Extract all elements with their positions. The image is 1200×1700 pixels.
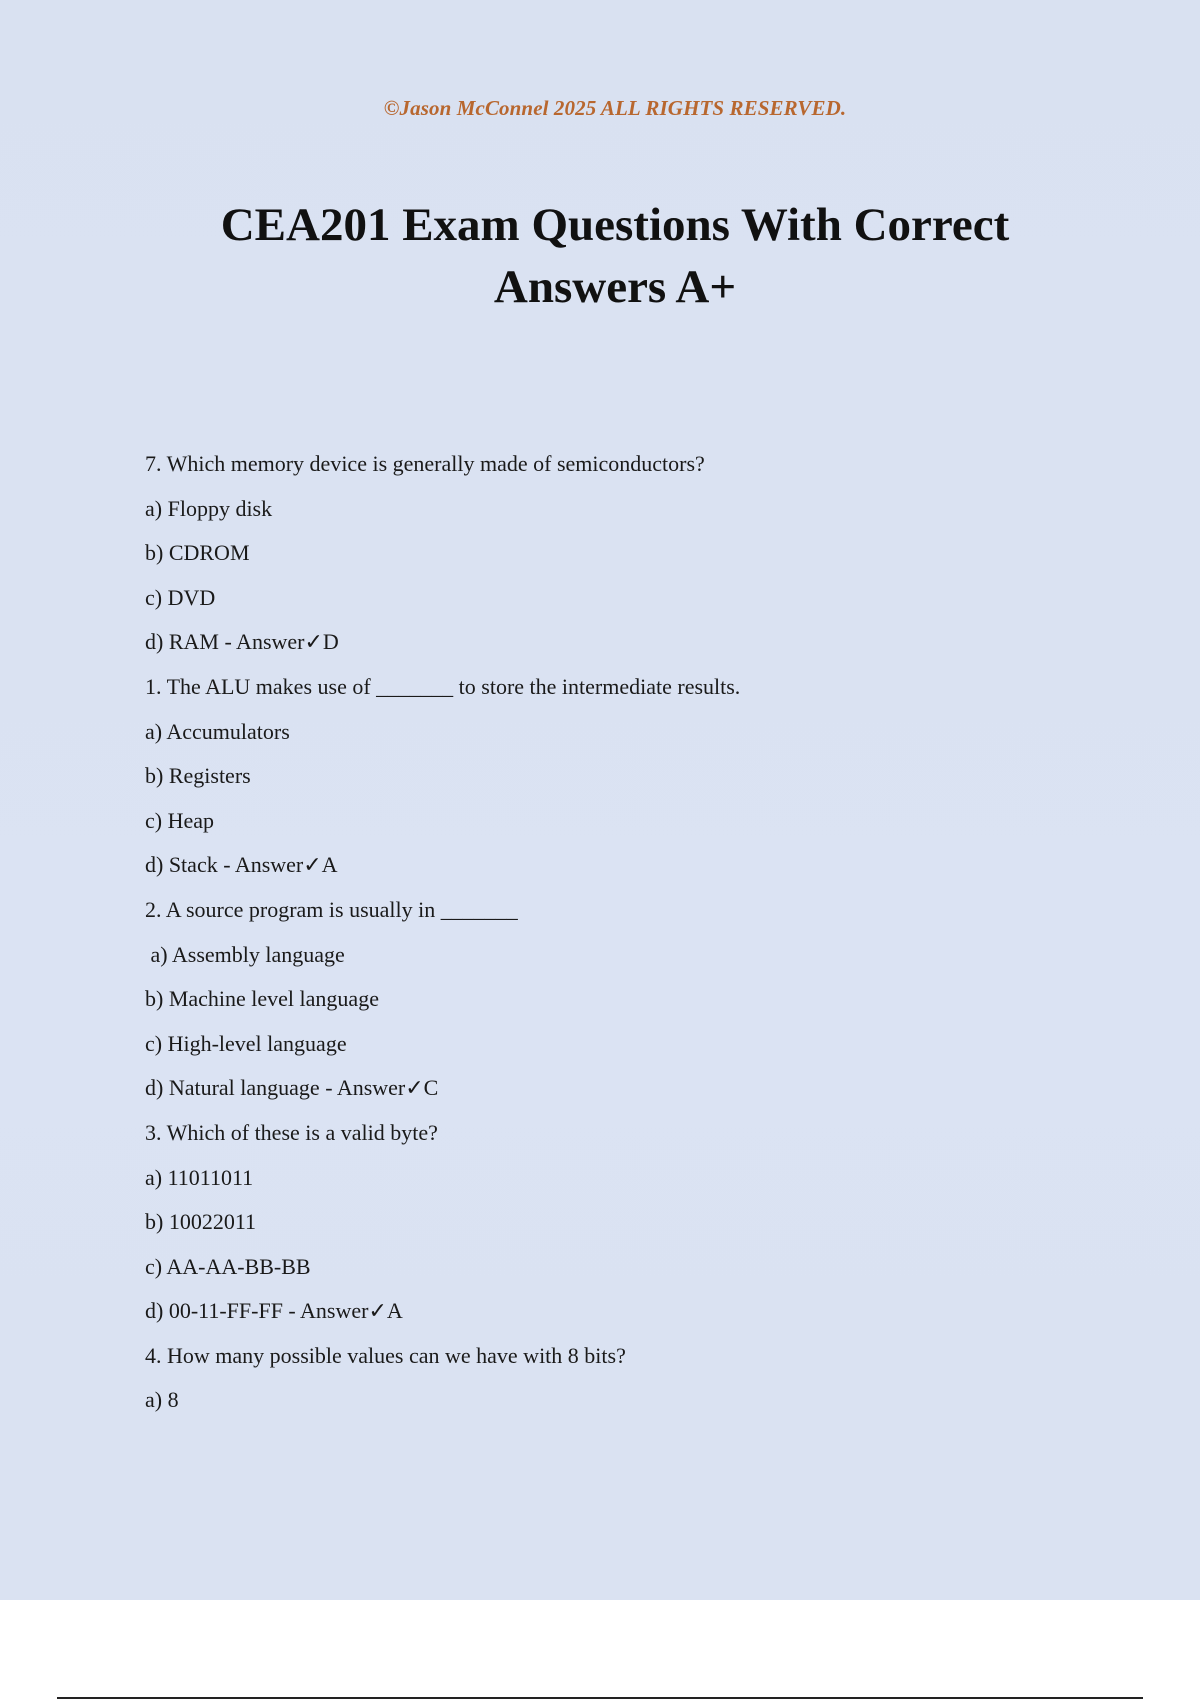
copyright-notice: ©Jason McConnel 2025 ALL RIGHTS RESERVED. — [383, 96, 847, 120]
question-text: 1. The ALU makes use of _______ to store the intermediate results. — [145, 673, 741, 699]
answer-option: a) Assembly language — [145, 941, 345, 967]
answer-option: a) 8 — [145, 1387, 179, 1413]
question-text: 7. Which memory device is generally made of semiconductors? — [145, 451, 705, 476]
answer-option: d) Natural language - Answer✓C — [145, 1075, 439, 1101]
answer-option: b) Registers — [145, 763, 251, 789]
answer-option: a) Floppy disk — [145, 495, 273, 521]
answer-option: d) 00-11-FF-FF - Answer✓A — [145, 1298, 403, 1324]
answer-option: d) Stack - Answer✓A — [145, 852, 338, 878]
answer-option: c) Heap — [145, 807, 215, 833]
footer-divider — [57, 1697, 1143, 1699]
question-text: 4. How many possible values can we have with 8 bits? — [145, 1342, 626, 1368]
answer-option: c) DVD — [145, 584, 216, 610]
question-text: 2. A source program is usually in _______ — [145, 896, 518, 922]
answer-option: a) Accumulators — [145, 718, 290, 744]
answer-option: b) 10022011 — [145, 1209, 257, 1235]
title-line-2: Answers A+ — [493, 261, 737, 313]
question-list — [145, 447, 1095, 1428]
answer-option: d) RAM - Answer✓D — [145, 629, 339, 655]
document-title — [0, 194, 1200, 318]
answer-option: c) AA-AA-BB-BB — [145, 1253, 311, 1279]
answer-option: b) CDROM — [145, 540, 250, 566]
answer-option: a) 11011011 — [145, 1164, 254, 1190]
answer-option: c) High-level language — [145, 1030, 347, 1056]
title-line-1: CEA201 Exam Questions With Correct — [220, 199, 1010, 251]
question-text: 3. Which of these is a valid byte? — [145, 1119, 438, 1145]
answer-option: b) Machine level language — [145, 986, 379, 1012]
